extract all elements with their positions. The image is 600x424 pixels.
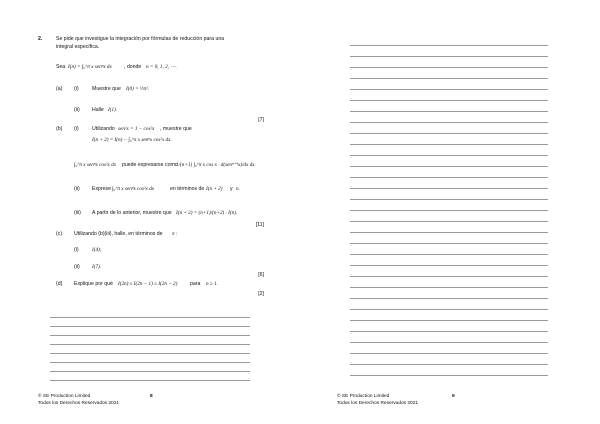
part-c-i-formula: I(4); (92, 247, 102, 253)
part-a-ii-text: Halle (92, 107, 104, 113)
definition-prefix: Sea (56, 64, 66, 70)
part-b-i-line2: I(n + 2) = I(n) − ∫₀^π x senⁿx cos²x dx. (92, 137, 172, 143)
part-b-i-line3c: 1/(n+1) ∫₀^π x cos x · d(senⁿ⁺¹x)/dx dx. (176, 162, 256, 168)
part-b-ii-label: (ii) (74, 186, 80, 192)
question-intro-line-1: Se pide que investigue la integración por fórmulas de reducción para una (56, 36, 225, 42)
part-a-i-label: (i) (74, 86, 79, 92)
right-page-number: 9 (452, 394, 455, 399)
part-a-i-text: Muestre que (92, 86, 121, 92)
part-d-text1: Explique por qué (74, 281, 113, 287)
part-b-iii-label: (iii) (74, 210, 81, 216)
part-c-formula: π : (172, 231, 178, 237)
part-c-text: Utilizando (b)(iii), halle, en términos de (74, 231, 163, 237)
part-c-ii-label: (ii) (74, 264, 80, 270)
part-a-ii-formula: I(1). (108, 107, 118, 113)
part-c-label: (c) (56, 231, 63, 237)
part-c-marks: [6] (258, 272, 264, 278)
part-d-text2: para (190, 281, 201, 287)
part-a-label: (a) (56, 86, 63, 92)
left-page-number: 8 (150, 394, 153, 399)
part-a-marks: [7] (258, 117, 264, 123)
part-a-ii-label: (ii) (74, 107, 80, 113)
part-b-ii-formula3: n. (236, 186, 240, 192)
part-b-i-text1: Utilizando (92, 126, 115, 132)
part-c-i-label: (i) (74, 247, 79, 253)
definition-suffix: , donde (124, 64, 142, 70)
part-b-ii-text1: Exprese (92, 186, 112, 192)
part-b-ii-text2: en términos de (170, 186, 205, 192)
part-b-i-identity: sen²x = 1 − cos²x (118, 126, 155, 132)
part-d-label: (d) (56, 281, 63, 287)
part-b-ii-formula: ∫₀^π x senⁿx cos²x dx (112, 186, 155, 192)
part-c-ii-formula: I(7). (92, 264, 102, 270)
question-number: 2. (38, 36, 43, 42)
question-intro-line-2: integral específica. (56, 44, 100, 50)
part-d-marks: [2] (258, 291, 264, 297)
part-b-marks: [11] (255, 222, 264, 228)
part-b-iii-formula: I(n + 2) = (n+1)/(n+2) · I(n). (176, 210, 238, 216)
left-footer-rights: Todos los Derechos Reservados 2021 (38, 401, 120, 406)
part-b-iii-text: A partir de lo anterior, muestre que (92, 210, 172, 216)
part-b-i-label: (i) (74, 126, 79, 132)
definition-formula: I(n) = ∫₀^π x senⁿx dx (68, 64, 112, 70)
right-footer-rights: Todos los Derechos Reservados 2021 (337, 401, 419, 406)
part-d-formula: I(2n) ≤ I(2n − 1) ≤ I(2n − 2) (118, 281, 178, 287)
part-b-i-text2: , muestre que (160, 126, 192, 132)
part-a-i-formula: I(0) = ½π². (126, 86, 150, 92)
part-b-i-line3a: ∫₀^π x senⁿx cos²x dx (74, 162, 117, 168)
part-b-ii-text3: y (230, 186, 233, 192)
part-d-formula2: n ≥ 1. (206, 281, 218, 287)
part-b-label: (b) (56, 126, 63, 132)
part-b-i-line3b: puede expresarse como (122, 162, 178, 168)
part-b-ii-formula2: I(n + 2) (206, 186, 223, 192)
definition-domain: n = 0, 1, 2, ⋯. (146, 64, 177, 70)
right-footer-copyright: © SE Production Limited (337, 394, 390, 399)
left-footer-copyright: © SE Production Limited (38, 394, 91, 399)
